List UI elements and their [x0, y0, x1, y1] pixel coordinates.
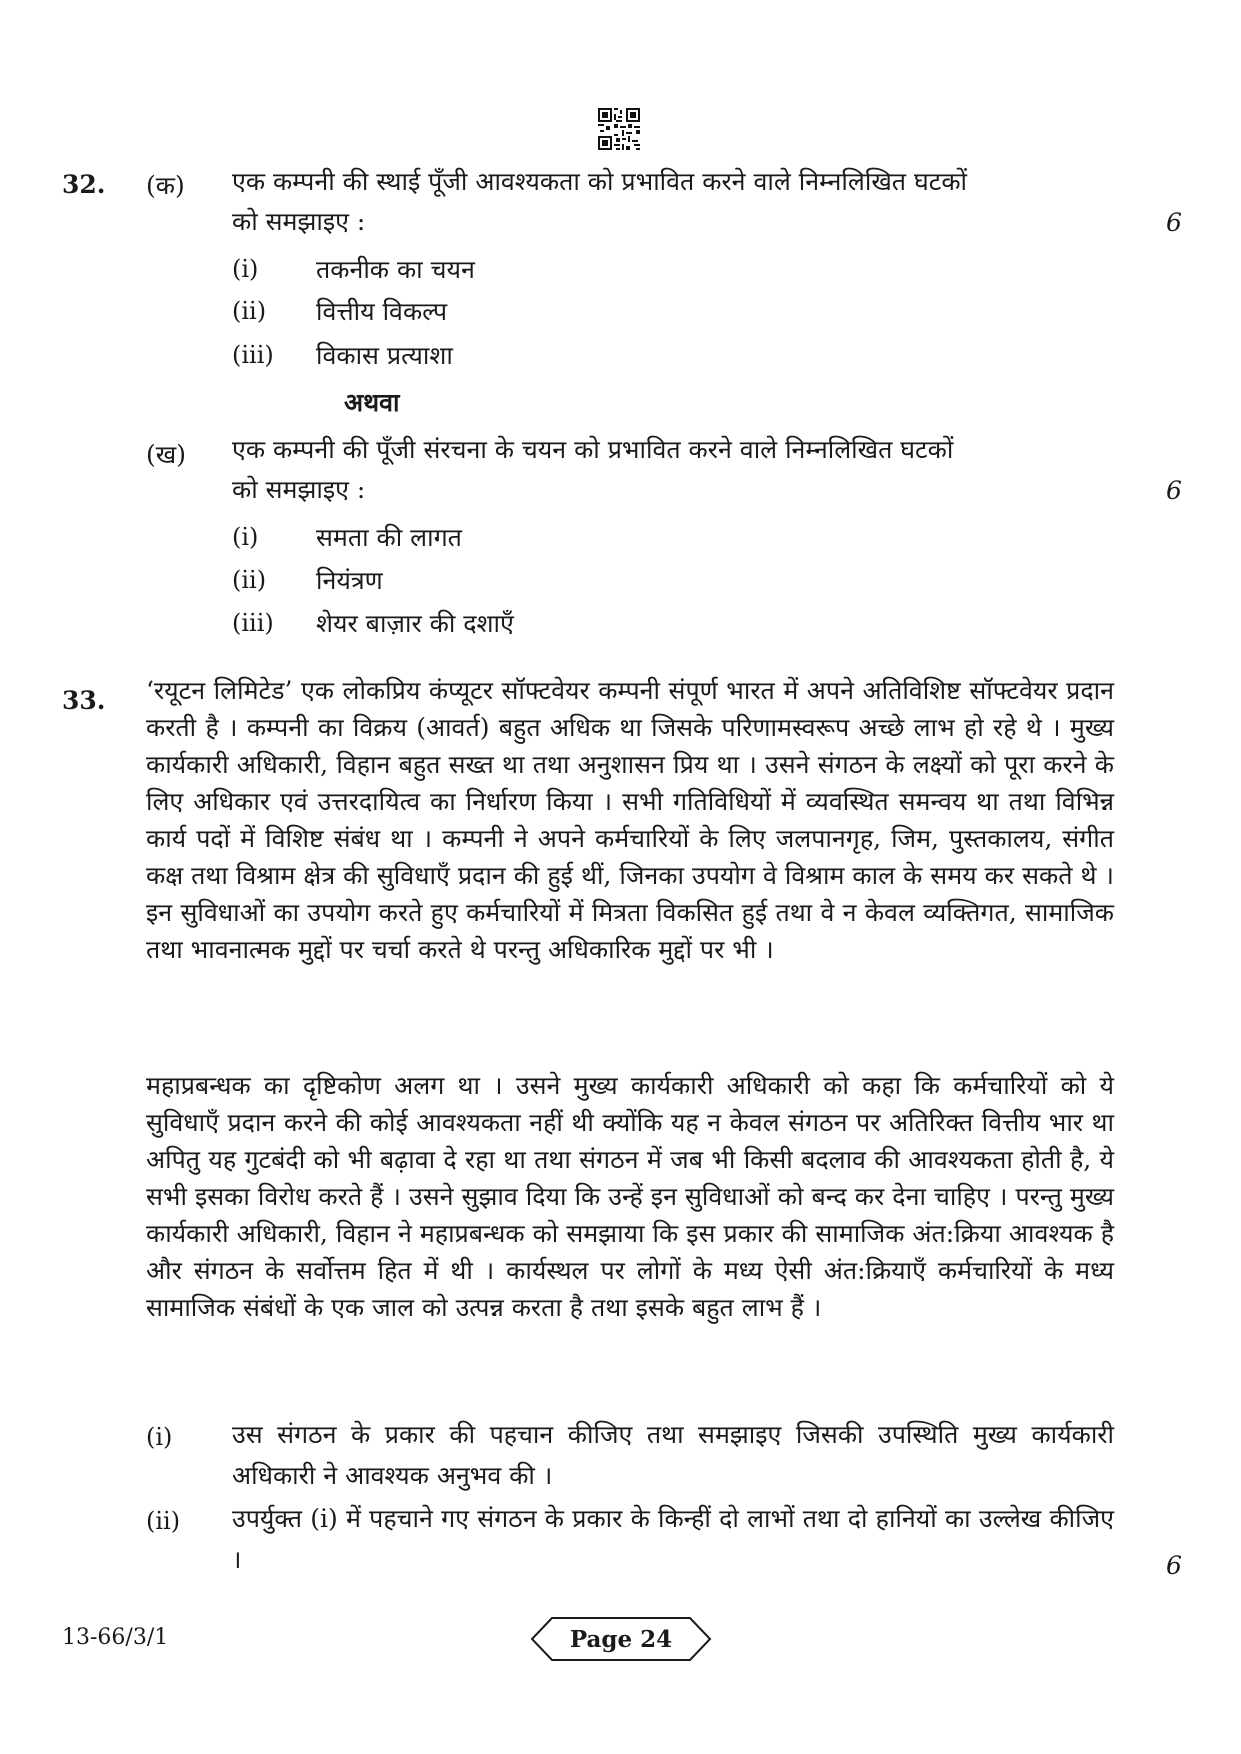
q32-a-item3-num: (iii)	[232, 341, 274, 369]
q32-part-a-line1: एक कम्पनी की स्थाई पूँजी आवश्यकता को प्रभावित करने वाले निम्नलिखित घटकों	[232, 167, 968, 196]
question-33-number: 33.	[62, 686, 106, 715]
q33-sub-ii-num: (ii)	[146, 1507, 181, 1535]
q33-sub-i-text: उस संगठन के प्रकार की पहचान कीजिए तथा समझाइए जिसकी उपस्थिति मुख्य कार्यकारी अधिकारी ने आवश्यक अनुभव की ।	[232, 1420, 1114, 1490]
q32-b-item1-text: समता की लागत	[316, 523, 462, 552]
q33-sub-ii-text: उपर्युक्त (i) में पहचाने गए संगठन के प्रकार के किन्हीं दो लाभों तथा दो हानियों का उल्लेख कीजिए ।	[232, 1504, 1114, 1574]
q32-b-item3-text: शेयर बाज़ार की दशाएँ	[316, 609, 514, 638]
q33-marks: 6	[1166, 1551, 1182, 1580]
q32-a-item3-text: विकास प्रत्याशा	[316, 341, 453, 370]
page-number-badge	[530, 1616, 712, 1662]
q33-paragraph-2: महाप्रबन्धक का दृष्टिकोण अलग था । उसने मुख्य कार्यकारी अधिकारी को कहा कि कर्मचारियों को ये सुविधाएँ प्रदान करने की कोई आवश्यकता नहीं थी क्योंकि यह न केवल संगठन पर अतिरिक्त वित्तीय भार था अपितु यह गुटबंदी को भी बढ़ावा दे रहा था तथा संगठन में जब भी किसी बदलाव की आवश्यकता होती है, ये सभी इसका विरोध करते हैं । उसने सुझाव दिया कि उन्हें इन सुविधाओं को बन्द कर देना चाहिए । परन्तु मुख्य कार्यकारी अधिकारी, विहान ने महाप्रबन्धक को समझाया कि इस प्रकार की सामाजिक अंत:क्रिया आवश्यक है और संगठन के सर्वोत्तम हित में थी । कार्यस्थल पर लोगों के मध्य ऐसी अंत:क्रियाएँ कर्मचारियों के मध्य सामाजिक संबंधों के एक जाल को उत्पन्न करता है तथा इसके बहुत लाभ हैं ।	[146, 1071, 1114, 1322]
paper-code: 13-66/3/1	[62, 1625, 169, 1650]
q32-a-item2-text: वित्तीय विकल्प	[316, 297, 448, 326]
or-separator: अथवा	[344, 388, 400, 417]
page-number-label: Page 24	[569, 1626, 673, 1653]
q32-a-item1-text: तकनीक का चयन	[316, 255, 475, 284]
q32-part-b-marks: 6	[1166, 476, 1182, 505]
q32-part-a-label: (क)	[146, 171, 185, 200]
question-32-number: 32.	[62, 170, 106, 199]
q32-part-b-line2: को समझाइए :	[232, 475, 366, 504]
q32-a-item1-num: (i)	[232, 255, 259, 283]
qr-code	[598, 108, 640, 150]
q32-a-item2-num: (ii)	[232, 297, 267, 325]
q33-paragraph-1: ‘रयूटन लिमिटेड’ एक लोकप्रिय कंप्यूटर सॉफ्टवेयर कम्पनी संपूर्ण भारत में अपने अतिविशिष्ट सॉफ्टवेयर प्रदान करती है । कम्पनी का विक्रय (आवर्त) बहुत अधिक था जिसके परिणामस्वरूप अच्छे लाभ हो रहे थे । मुख्य कार्यकारी अधिकारी, विहान बहुत सख्त था तथा अनुशासन प्रिय था । उसने संगठन के लक्ष्यों को पूरा करने के लिए अधिकार एवं उत्तरदायित्व का निर्धारण किया । सभी गतिविधियों में व्यवस्थित समन्वय था तथा विभिन्न कार्य पदों में विशिष्ट संबंध था । कम्पनी ने अपने कर्मचारियों के लिए जलपानगृह, जिम, पुस्तकालय, संगीत कक्ष तथा विश्राम क्षेत्र की सुविधाएँ प्रदान की हुई थीं, जिनका उपयोग वे विश्राम काल के समय कर सकते थे । इन सुविधाओं का उपयोग करते हुए कर्मचारियों में मित्रता विकसित हुई तथा वे न केवल व्यक्तिगत, सामाजिक तथा भावनात्मक मुद्दों पर चर्चा करते थे परन्तु अधिकारिक मुद्दों पर भी ।	[146, 676, 1114, 964]
q32-part-a-line2: को समझाइए :	[232, 207, 366, 236]
q32-part-a-marks: 6	[1166, 208, 1182, 237]
q32-part-b-line1: एक कम्पनी की पूँजी संरचना के चयन को प्रभावित करने वाले निम्नलिखित घटकों	[232, 435, 954, 464]
q32-b-item2-text: नियंत्रण	[316, 566, 383, 595]
q32-b-item2-num: (ii)	[232, 566, 267, 594]
q32-b-item3-num: (iii)	[232, 609, 274, 637]
q32-b-item1-num: (i)	[232, 523, 259, 551]
q33-sub-i-num: (i)	[146, 1423, 173, 1451]
q32-part-b-label: (ख)	[146, 440, 186, 469]
